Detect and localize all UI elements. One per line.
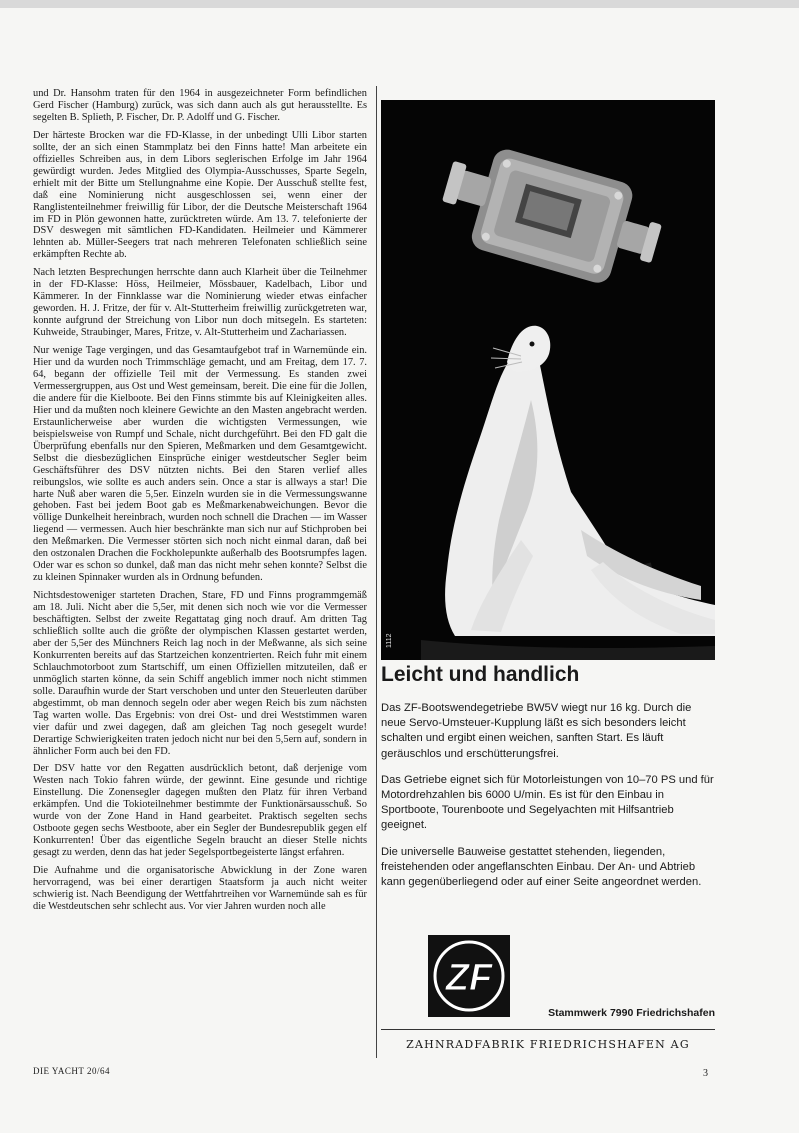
article-paragraph: Nichtsdestoweniger starteten Drachen, Stare, FD und Finns programmgemäß am 18. Juli. Nicht aber die 5,5er, mit denen sich noch wie vor die Vermesser beschäftigten. Selbst der zweite Regattatag ging noch drauf. Am dritten Tag schließlich sollte auch die größte der olympischen Klassen gestartet werden, aber der 5,5er des Münchners Reich lag noch in der Meßwanne, als sich seine Konkurrenten bereits auf das Startzeichen konzentrierten. Reich fuhr mit einem Schlauchmotorboot zum Startschiff, um einen Offiziellen mitzuteilen, daß er unmöglich starten könne, da sein Schiff angeblich immer noch nicht stimmen solle. Daraufhin wurde der Start verschoben und unter den Steuerleuten darüber abgestimmt, ob man dennoch segeln oder aber wegen Reich bis zum nächsten Tag warten wolle. Das Ergebnis: von drei Ost- und drei Weststimmen waren vier dafür und zwei dagegen, daß am gleichen Tag noch gesegelt wurde! Derartige Schwierigkeiten traten jedoch nicht nur bei den 5,5ern auf, sondern in ähnlicher Form auch bei den FD.	[33, 590, 367, 757]
ad-paragraph: Die universelle Bauweise gestattet stehenden, liegenden, freistehenden oder angeflanschten Einbau. Der An- und Abtrieb kann gegenüberliegend oder auf einer Seite angeordnet werden.	[381, 845, 702, 889]
article-paragraph: und Dr. Hansohm traten für den 1964 in ausgezeichneter Form befindlichen Gerd Fischer (Hamburg) zurück, was sich dann auch als gut herausstellte. Es segelten B. Splieth, P. Fischer, Dr. P. Adolff und G. Fischer.	[33, 88, 367, 123]
article-paragraph: Der härteste Brocken war die FD-Klasse, in der unbedingt Ulli Libor starten sollte, der an sich einen Stammplatz bei den Finns hatte! Man arbeitete ein offizielles Schreiben aus, in dem Libors seglerischen Erfolge im Jahr 1964 gewürdigt wurden. Jedes Mitglied des Olympia-Ausschusses, Sparte Segeln, erhielt mit der Bitte um Stellungnahme eine Kopie. Der Ausschuß stellte fest, daß eine Nominierung nicht ausgeschlossen sei, wenn einer der Ranglistenteilnehmer freiwillig für Libor, der die Deutsche Meisterschaft 1964 im FD in Plön gewonnen hatte, zurücktreten würde. Am 13. 7. telefonierte der DSV deswegen mit sämtlichen FD-Kandidaten. Heilmeier und Kämmerer lehnten ab. Müller-Seegers trat nach mehreren Telefonaten schließlich seine erkämpften Rechte ab.	[33, 129, 367, 261]
ad-paragraph: Das ZF-Bootswendegetriebe BW5V wiegt nur 16 kg. Durch die neue Servo-Umsteuer-Kupplung läßt es sich besonders leicht schalten und ergibt einen weichen, sanften Start. Es läuft geräuschlos und erschütterungsfrei.	[381, 702, 692, 760]
page-number: 3	[703, 1068, 708, 1079]
ad-headline: Leicht und handlich	[381, 663, 580, 686]
article-paragraph: Die Aufnahme und die organisatorische Abwicklung in der Zone waren hervorragend, was bei einer derartigen Staatsform ja auch nicht weiter schwierig ist. Nach Beendigung der Wettfahrtreihen vor Warnemünde sah es für die Westdeutschen sehr schlecht aus. Vor vier Jahren wurden noch alle	[33, 865, 367, 912]
ad-company-name: ZAHNRADFABRIK FRIEDRICHSHAFEN AG	[406, 1038, 690, 1051]
page-top-edge	[0, 0, 799, 8]
article-column	[33, 88, 367, 919]
column-divider	[376, 86, 377, 1058]
ad-photo-sea-lion-gearbox	[381, 100, 715, 660]
ad-paragraph: Das Getriebe eignet sich für Motorleistungen von 10–70 PS und für Motordrehzahlen bis 6000 U/min. Es ist für den Einbau in Sportboote, Tourenboote und Segelyachten mit Hilfsantrieb geeignet.	[381, 773, 714, 832]
zf-logo-text: ZF	[445, 957, 493, 999]
ad-image-code: 1112	[386, 633, 393, 648]
ad-body	[381, 701, 715, 901]
ad-divider	[381, 1029, 715, 1030]
ad-plant-location: Stammwerk 7990 Friedrichshafen	[548, 1007, 715, 1019]
article-paragraph: Der DSV hatte vor den Regatten ausdrücklich betont, daß derjenige vom Westen nach Tokio fahren würde, der gewinnt. Eine gesunde und richtige Einstellung. Die Zonensegler dagegen mußten den Platz für ihren Verband erkämpfen. Und die Tokioteilnehmer bestimmte der Funktionärsausschuß. So wurde von der Zone Hand in Hand gearbeitet. Praktisch segelten sechs Ostboote gegen sechs Westboote, aber ein Segler der Bundesrepublik gegen elf Konkurrenten! Über das eigentliche Segeln braucht an dieser Stelle nichts gesagt zu werden, denn das hat jeder Segelsportbegeisterte längst erfahren.	[33, 763, 367, 859]
article-paragraph: Nur wenige Tage vergingen, und das Gesamtaufgebot traf in Warnemünde ein. Hier und da wurden noch Trimmschläge gemacht, und am Freitag, dem 17. 7. 64, begann der offizielle Teil mit der Vermessung. Es standen zwei Vermessergruppen, aus Ost und West gemeinsam, bereit. Die eine für die Jollen, die andere für die Kielboote. Bei den Finns stimmte bis auf Kleinigkeiten alles. Hier und da mußten noch kleinere Gewichte an den Masten angebracht werden. Erstaunlicherweise aber wurden die wichtigsten Vermessungen, wie beispielsweise von Rumpf und Schale, nicht durchgeführt. Bei den FD galt die Überprüfung ebenfalls nur den Spieren, Meßmarken und dem Gesamtgewicht. Selbst die diesbezüglichen Einsprüche einiger westdeutscher Segler beim Geschäftsführer des DSV nützten nichts. Bei den Staren verlief alles reibungslos, wie sollte es auch anders sein. Once a star is allways a star! Die harte Nuß aber waren die 5,5er. Einzeln wurden sie in die Vermessungswanne gehoben. Fast bei jedem Boot gab es Meßmarkenabweichungen. Bevor die völlige Dunkelheit hereinbrach, wurden noch schnell die Drachen — im Wasser liegend — vermessen. Auch hier beschränkte man sich nur auf Stichproben bei den Meßmarken. Die Vermesser störten sich noch nicht einmal daran, daß bei den ostzonalen Drachen die Fockholepunkte außerhalb des Bootsrumpfes lagen. Oder war es schon so dunkel, daß man das nicht mehr sehen konnte? Selbst die zu kleinen Spinnaker wurden als in Ordnung befunden.	[33, 345, 367, 584]
magazine-issue: DIE YACHT 20/64	[33, 1066, 110, 1076]
article-paragraph: Nach letzten Besprechungen herrschte dann auch Klarheit über die Teilnehmer in der FD-Klasse: Höss, Heilmeier, Mössbauer, Kadelbach, Libor und Kämmerer. In der Finnklasse war die Nominierung wieder etwas einfacher geworden. H. J. Fritze, der für v. Alt-Stutterheim freiwillig zurückgetreten war, konnte aufgrund der Streichung von Libor nun doch mitsegeln. Es starteten: Kuhweide, Straubinger, Mares, Fritze, v. Alt-Stutterheim und Zachariassen.	[33, 267, 367, 339]
zf-logo	[428, 935, 510, 1017]
